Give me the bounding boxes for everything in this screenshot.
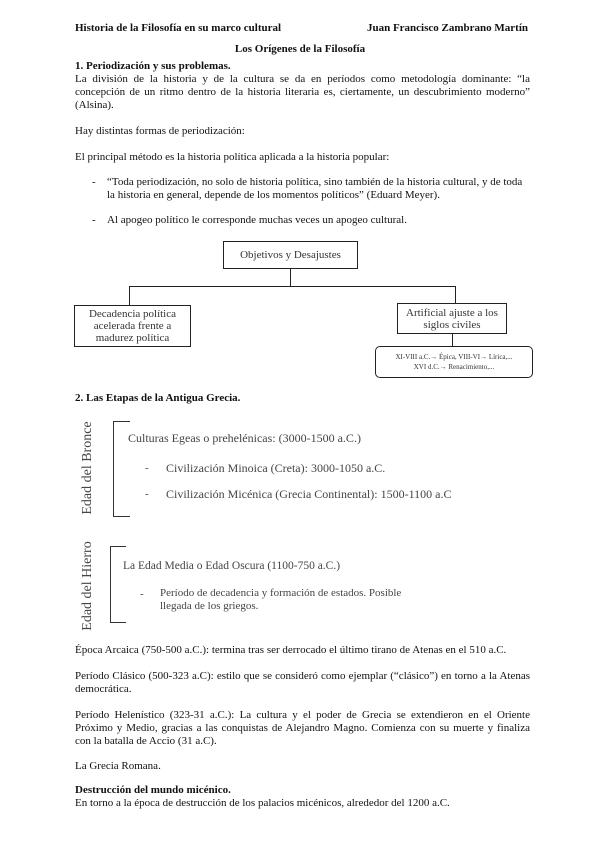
header-right: Juan Francisco Zambrano Martín — [366, 22, 528, 34]
diagram-left-box: Decadencia política acelerada frente a madurez política — [74, 305, 191, 347]
bullet-marker: - — [140, 588, 144, 600]
diagram-right-box: Artificial ajuste a los siglos civiles — [397, 303, 507, 334]
bullet-meyer: “Toda periodización, no solo de historia política, sino también de la historia cultural, y de toda la historia en general, depende de los momentos políticos” (Eduard Meyer). — [107, 176, 523, 201]
iron-item: Período de decadencia y formación de estados. Posible llegada de los griegos. — [160, 587, 402, 612]
right-child-line1: XI-VIII a.C.→ Épica, VIII-VI→ Lírica,... — [395, 353, 513, 361]
diagram-root-box: Objetivos y Desajustes — [223, 241, 358, 269]
section1-para2: Hay distintas formas de periodización: — [75, 125, 245, 137]
periodo-helenistico: Período Helenístico (323-31 a.C.): La cultura y el poder de Grecia se extendieron en el Oriente Próximo y Medio, gracias a las conquistas de Alejandro Magno. Comienza con su muerte y finaliza con la batalla de Accio (31 a.C). — [75, 709, 530, 747]
destruccion-heading: Destrucción del mundo micénico. — [75, 784, 231, 796]
destruccion-text: En torno a la época de destrucción de los palacios micénicos, alrededor del 1200 a.C. — [75, 797, 450, 809]
periodo-clasico: Período Clásico (500-323 a.C): estilo que se consideró como ejemplar (“clásico”) en torno a la Atenas democrática. — [75, 670, 530, 695]
header-left: Historia de la Filosofía en su marco cultural — [75, 22, 282, 34]
section1-heading: 1. Periodización y sus problemas. — [75, 60, 231, 72]
bullet-marker: - — [145, 488, 149, 500]
connector — [290, 269, 291, 287]
connector — [455, 286, 456, 304]
connector — [129, 286, 130, 306]
bronze-item-micenica: Civilización Micénica (Grecia Continental): 1500-1100 a.C — [166, 487, 452, 501]
iron-title: La Edad Media o Edad Oscura (1100-750 a.C.) — [123, 560, 341, 572]
connector — [129, 286, 456, 287]
bronze-title: Culturas Egeas o prehelénicas: (3000-1500 a.C.) — [128, 431, 361, 445]
section1-para3: El principal método es la historia política aplicada a la historia popular: — [75, 151, 390, 163]
diagram-right-child-box — [375, 346, 533, 378]
bullet-marker: - — [145, 462, 149, 474]
grecia-romana: La Grecia Romana. — [75, 760, 161, 772]
epoca-arcaica: Época Arcaica (750-500 a.C.): termina tras ser derrocado el último tirano de Atenas en el 510 a.C. — [75, 644, 507, 656]
bullet-marker: - — [92, 176, 96, 188]
bullet-marker: - — [92, 214, 96, 226]
bronze-item-minoica: Civilización Minoica (Creta): 3000-1050 a.C. — [166, 461, 386, 475]
section2-heading: 2. Las Etapas de la Antigua Grecia. — [75, 392, 241, 404]
right-child-line2: XVI d.C.→ Renacimiento,... — [413, 363, 495, 371]
section1-para1: La división de la historia y de la cultura se da en períodos como metodología dominante: “la concepción de un ritmo dentro de la historia literaria es, ciertamente, un descubrimiento moderno” (Alsina). — [75, 73, 530, 111]
iron-age-label: Edad del Hierro — [80, 541, 95, 631]
bullet-apogeo: Al apogeo político le corresponde muchas veces un apogeo cultural. — [107, 214, 407, 226]
iron-bracket — [110, 546, 126, 623]
page-title: Los Orígenes de la Filosofía — [234, 43, 366, 55]
bronze-age-label: Edad del Bronce — [80, 421, 95, 515]
